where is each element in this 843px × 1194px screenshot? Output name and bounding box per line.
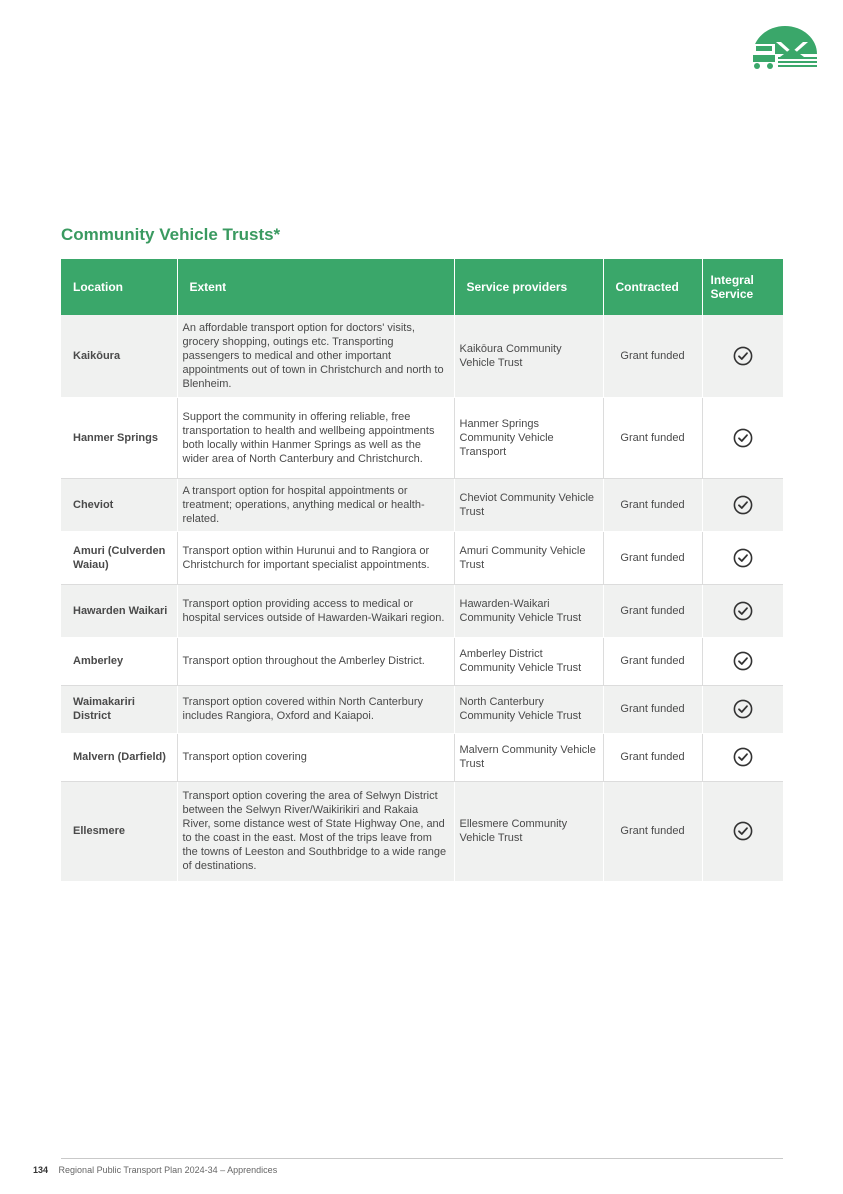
check-circle-icon — [733, 548, 753, 568]
table-header-row — [61, 259, 783, 315]
location-cell: Waimakariri District — [61, 685, 177, 733]
integral-service-cell — [702, 397, 783, 478]
page-number: 134 — [33, 1165, 49, 1175]
table-row — [61, 733, 783, 781]
contracted-cell: Grant funded — [603, 781, 702, 881]
check-circle-icon — [733, 699, 753, 719]
extent-cell: Transport option covered within North Canterbury includes Rangiora, Oxford and Kaiapoi. — [177, 685, 454, 733]
table-row — [61, 584, 783, 637]
check-circle-icon — [733, 821, 753, 841]
check-circle-icon — [733, 428, 753, 448]
contracted-cell: Grant funded — [603, 685, 702, 733]
contracted-cell: Grant funded — [603, 531, 702, 584]
header-extent: Extent — [177, 259, 454, 315]
extent-cell: Transport option covering the area of Selwyn District between the Selwyn River/Waikirikiri and Rakaia River, some distance west of State Highway One, and to the coast in the east. Most of the trips leave from the towns of Leeston and Southbridge to a wide range of destinations. — [177, 781, 454, 881]
table-row — [61, 397, 783, 478]
extent-cell: A transport option for hospital appointments or treatment; operations, anything medical or health-related. — [177, 478, 454, 531]
table-row — [61, 531, 783, 584]
location-cell: Amuri (Culverden Waiau) — [61, 531, 177, 584]
integral-service-cell — [702, 531, 783, 584]
integral-service-cell — [702, 733, 783, 781]
service-provider-cell: Amuri Community Vehicle Trust — [454, 531, 603, 584]
table-row — [61, 637, 783, 685]
contracted-cell: Grant funded — [603, 733, 702, 781]
service-provider-cell: Ellesmere Community Vehicle Trust — [454, 781, 603, 881]
check-circle-icon — [733, 346, 753, 366]
extent-cell: Transport option providing access to medical or hospital services outside of Hawarden-Waikari region. — [177, 584, 454, 637]
table-row — [61, 685, 783, 733]
integral-service-cell — [702, 685, 783, 733]
location-cell: Amberley — [61, 637, 177, 685]
footer-divider — [61, 1158, 783, 1159]
contracted-cell: Grant funded — [603, 637, 702, 685]
service-provider-cell: Cheviot Community Vehicle Trust — [454, 478, 603, 531]
section-title: Community Vehicle Trusts* — [61, 225, 281, 244]
extent-cell: Transport option throughout the Amberley District. — [177, 637, 454, 685]
contracted-cell: Grant funded — [603, 397, 702, 478]
table-row — [61, 781, 783, 881]
contracted-cell: Grant funded — [603, 315, 702, 397]
integral-service-cell — [702, 584, 783, 637]
header-service-providers: Service providers — [454, 259, 603, 315]
header-location: Location — [61, 259, 177, 315]
contracted-cell: Grant funded — [603, 478, 702, 531]
community-vehicle-trusts-table — [61, 259, 783, 882]
location-cell: Malvern (Darfield) — [61, 733, 177, 781]
service-provider-cell: Hawarden-Waikari Community Vehicle Trust — [454, 584, 603, 637]
transport-logo-icon — [750, 24, 820, 70]
check-circle-icon — [733, 495, 753, 515]
location-cell: Cheviot — [61, 478, 177, 531]
header-integral-service: Integral Service — [702, 259, 783, 315]
extent-cell: An affordable transport option for doctors' visits, grocery shopping, outings etc. Transporting passengers to medical and other important appointments out of town in Christchurch and north to Blenheim. — [177, 315, 454, 397]
location-cell: Hanmer Springs — [61, 397, 177, 478]
table-row — [61, 315, 783, 397]
contracted-cell: Grant funded — [603, 584, 702, 637]
location-cell: Ellesmere — [61, 781, 177, 881]
service-provider-cell: Malvern Community Vehicle Trust — [454, 733, 603, 781]
service-provider-cell: Amberley District Community Vehicle Trust — [454, 637, 603, 685]
location-cell: Kaikōura — [61, 315, 177, 397]
integral-service-cell — [702, 637, 783, 685]
service-provider-cell: North Canterbury Community Vehicle Trust — [454, 685, 603, 733]
header-contracted: Contracted — [603, 259, 702, 315]
footer — [33, 1165, 277, 1175]
location-cell: Hawarden Waikari — [61, 584, 177, 637]
footer-text: Regional Public Transport Plan 2024-34 – Apprendices — [58, 1165, 278, 1175]
check-circle-icon — [733, 747, 753, 767]
integral-service-cell — [702, 478, 783, 531]
extent-cell: Transport option within Hurunui and to Rangiora or Christchurch for important specialist appointments. — [177, 531, 454, 584]
service-provider-cell: Kaikōura Community Vehicle Trust — [454, 315, 603, 397]
integral-service-cell — [702, 781, 783, 881]
check-circle-icon — [733, 601, 753, 621]
service-provider-cell: Hanmer Springs Community Vehicle Transport — [454, 397, 603, 478]
check-circle-icon — [733, 651, 753, 671]
integral-service-cell — [702, 315, 783, 397]
table-row — [61, 478, 783, 531]
extent-cell: Support the community in offering reliable, free transportation to health and wellbeing appointments both locally within Hanmer Springs as well as the wider area of North Canterbury and Christchurch. — [177, 397, 454, 478]
extent-cell: Transport option covering — [177, 733, 454, 781]
